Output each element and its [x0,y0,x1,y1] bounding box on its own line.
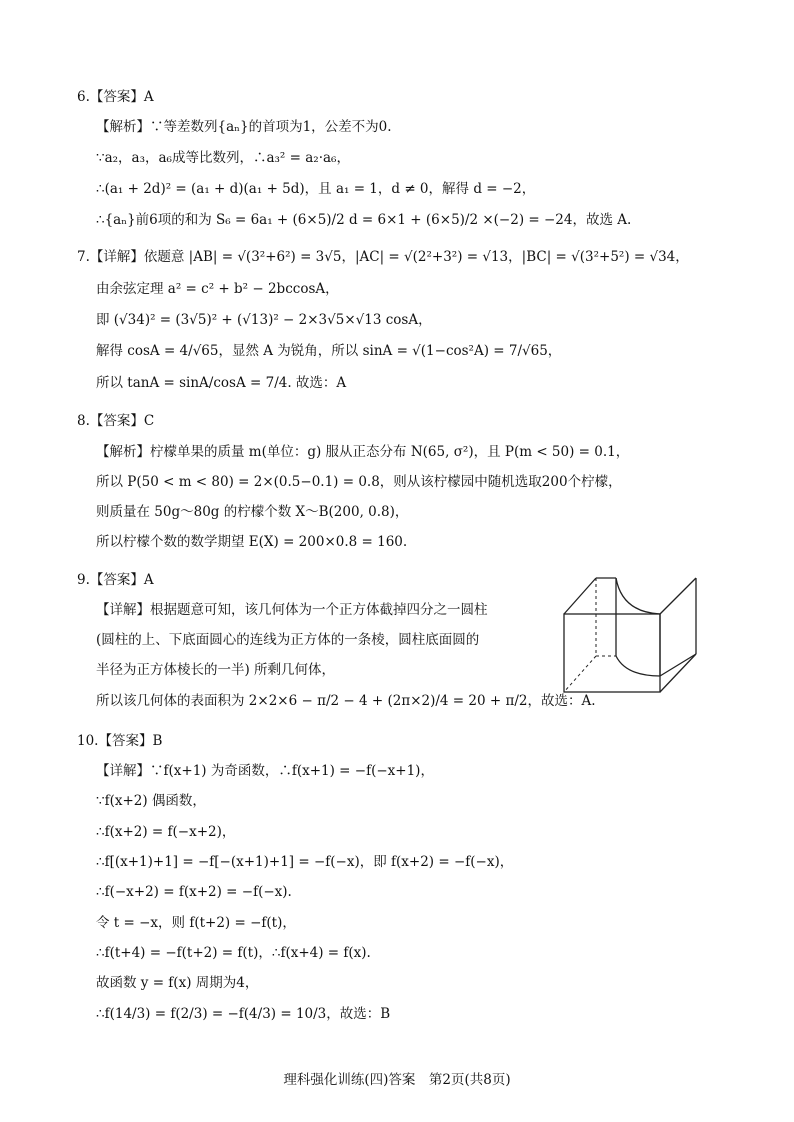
q8-line-1: 【解析】柠檬单果的质量 m(单位：g) 服从正态分布 N(65, σ²)，且 P(m < 50) = 0.1， [96,444,630,460]
q10-line-9: ∴f(14/3) = f(2/3) = −f(4/3) = 10/3，故选：B [96,1006,391,1022]
q10-line-1: 【详解】∵f(x+1) 为奇函数，∴f(x+1) = −f(−x+1)， [96,763,434,779]
q7-line-3: 解得 cosA = 4/√65，显然 A 为锐角，所以 sinA = √(1−cos²A) = 7/√65， [96,343,562,359]
q7-line-2: 即 (√34)² = (3√5)² + (√13)² − 2×3√5×√13 cosA， [96,312,432,328]
hidden-bottom-left-edge [564,656,596,692]
q8-heading: 8.【答案】C [77,413,155,429]
q9-line-1: 【详解】根据题意可知，该几何体为一个正方体截掉四分之一圆柱 [96,602,488,618]
q9-line-2: (圆柱的上、下底面圆心的连线为正方体的一条棱，圆柱底面圆的 [96,632,480,648]
q9-line-3: 半径为正方体棱长的一半) 所剩几何体， [96,662,336,678]
q8-line-2: 所以 P(50 < m < 80) = 2×(0.5−0.1) = 0.8，则从该柠檬园中随机选取200个柠檬， [96,474,622,490]
front-face-edge [564,614,660,692]
q8-line-3: 则质量在 50g～80g 的柠檬个数 X～B(200, 0.8)， [96,504,409,520]
q6-line-3: ∴(a₁ + 2d)² = (a₁ + d)(a₁ + 5d)，且 a₁ = 1，d ≠ 0，解得 d = −2， [96,181,536,197]
q7-heading: 7.【详解】依题意 |AB| = √(3²+6²) = 3√5，|AC| = √(2²+3²) = √13，|BC| = √(3²+5²) = √34， [77,249,689,265]
q10-line-8: 故函数 y = f(x) 周期为4， [96,975,259,991]
top-left-edge [564,578,596,614]
page-footer: 理科强化训练(四)答案 第2页(共8页) [283,1072,511,1088]
q10-line-5: ∴f(−x+2) = f(x+2) = −f(−x). [96,884,292,900]
q10-line-6: 令 t = −x，则 f(t+2) = −f(t)， [96,915,296,931]
bottom-cut-arc [616,656,660,676]
q6-heading: 6.【答案】A [77,89,154,105]
top-cut-arc [616,578,660,614]
q6-line-4: ∴{aₙ}前6项的和为 S₆ = 6a₁ + (6×5)/2 d = 6×1 + (6×5)/2 ×(−2) = −24，故选 A. [96,212,632,228]
q8-line-4: 所以柠檬个数的数学期望 E(X) = 200×0.8 = 160. [96,534,408,550]
solid-figure [556,572,706,694]
top-right-edge [660,578,696,614]
q9-heading: 9.【答案】A [77,572,154,588]
q10-heading: 10.【答案】B [77,733,163,749]
q10-line-2: ∵f(x+2) 偶函数， [96,793,206,809]
q10-line-4: ∴f[(x+1)+1] = −f[−(x+1)+1] = −f(−x)，即 f(x+2) = −f(−x)， [96,854,514,870]
q10-line-3: ∴f(x+2) = f(−x+2)， [96,824,236,840]
q10-line-7: ∴f(t+4) = −f(t+2) = f(t)，∴f(x+4) = f(x). [96,945,371,961]
q7-line-4: 所以 tanA = sinA/cosA = 7/4. 故选：A [96,375,347,391]
q6-line-1: 【解析】∵等差数列{aₙ}的首项为1，公差不为0. [96,119,392,135]
q6-line-2: ∵a₂，a₃，a₆成等比数列，∴a₃² = a₂·a₆， [96,150,350,166]
q9-line-4: 所以该几何体的表面积为 2×2×6 − π/2 − 4 + (2π×2)/4 = 20 + π/2，故选：A. [96,693,596,709]
q7-line-1: 由余弦定理 a² = c² + b² − 2bccosA， [96,281,339,297]
